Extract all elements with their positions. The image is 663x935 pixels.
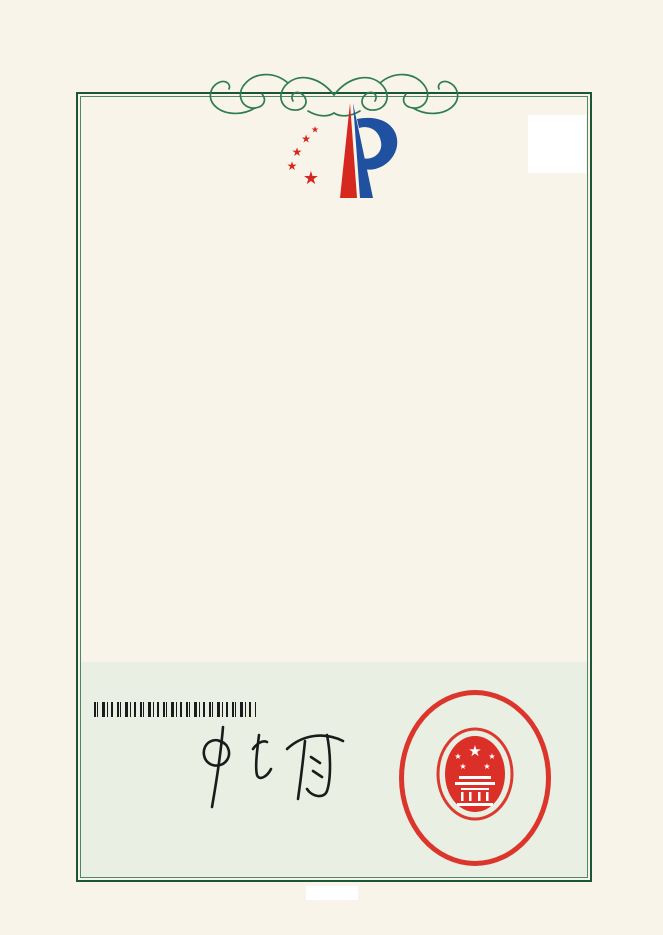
field-row-patent-number [89,360,192,380]
certificate-border-frame [76,92,592,882]
field-row-patentee [89,436,192,456]
field-row-filing-date [89,398,192,418]
star-icon: ★ [459,762,467,771]
star-icon: ★ [483,762,491,771]
field-row-grant-date [89,521,310,541]
field-row-address [89,474,192,494]
cnipa-logo [278,97,410,204]
star-icon: ★ [286,159,298,173]
continuation-note [306,886,358,900]
star-icon: ★ [488,752,496,761]
field-row-name [89,284,192,304]
field-row-inventor [89,322,192,342]
star-icon: ★ [310,124,320,135]
star-icon: ★ [291,145,303,159]
star-icon: ★ [468,744,482,760]
star-icon: ★ [454,752,462,761]
national-emblem [435,726,515,822]
star-icon: ★ [302,168,320,188]
qr-code [528,115,586,173]
official-seal [399,690,551,866]
director-signature [185,722,365,814]
logo-stars [278,97,410,204]
signature-section [81,662,587,877]
star-icon: ★ [301,133,311,146]
barcode [94,702,256,717]
